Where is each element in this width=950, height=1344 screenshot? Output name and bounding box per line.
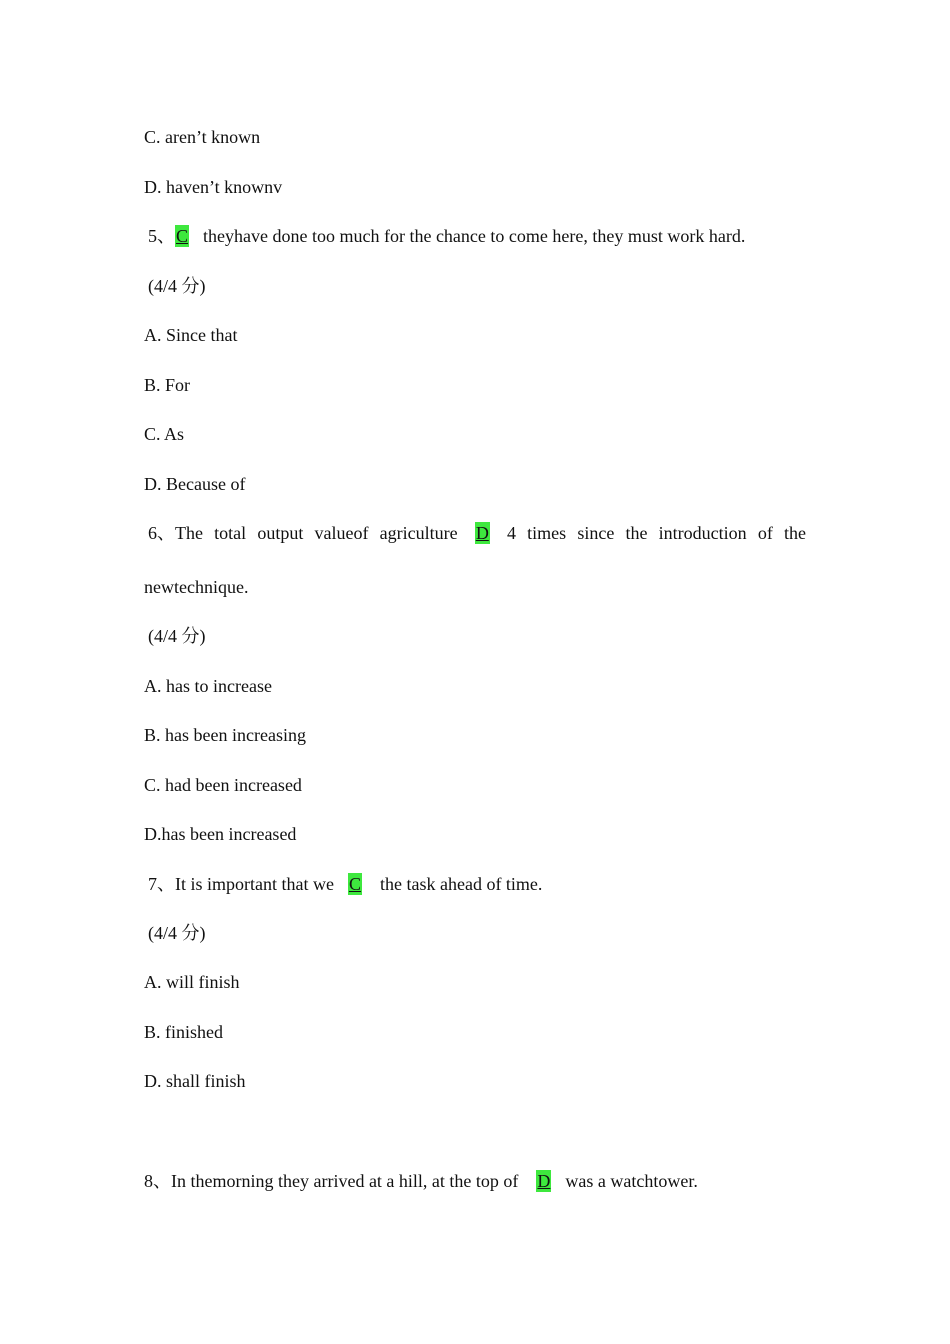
q6-word: agriculture	[379, 523, 458, 543]
q7-option-a: A. will finish	[144, 972, 240, 992]
q5-text: theyhave done too much for the chance to come here, they must work hard.	[203, 226, 746, 246]
q6-word: the	[784, 523, 806, 543]
q6-word: The	[175, 523, 203, 543]
q8-text-before: In themorning they arrived at a hill, at the top of	[171, 1171, 519, 1191]
q7-option-b: B. finished	[144, 1022, 223, 1042]
q6-option-c: C. had been increased	[144, 775, 302, 795]
q4-option-d: D. haven’t knownv	[144, 177, 283, 197]
q6-word: of	[757, 523, 773, 543]
q6-word: valueof	[314, 523, 369, 543]
q4-option-c: C. aren’t known	[144, 127, 261, 147]
q6-question	[148, 522, 806, 544]
q6-number: 6、	[148, 523, 175, 543]
q7-option-d: D. shall finish	[144, 1071, 246, 1091]
q6-word: since	[577, 523, 615, 543]
q6-option-b: B. has been increasing	[144, 725, 306, 745]
q6-word: times	[527, 523, 567, 543]
q5-option-a: A. Since that	[144, 325, 238, 345]
q7-answer: C	[348, 874, 361, 894]
q6-continuation: newtechnique.	[144, 577, 249, 597]
q7-number: 7、	[148, 874, 175, 894]
q6-number-and-first-word	[148, 522, 203, 544]
q7-text-before: It is important that we	[175, 874, 334, 894]
q5-answer: C	[176, 226, 189, 246]
q8-text-after: was a watchtower.	[565, 1171, 698, 1191]
q8-answer: D	[537, 1171, 551, 1191]
q6-word: introduction	[658, 523, 747, 543]
q6-option-d: D.has been increased	[144, 824, 297, 844]
q5-option-d: D. Because of	[144, 474, 246, 494]
q6-option-a: A. has to increase	[144, 676, 272, 696]
q7-question	[148, 873, 542, 895]
q6-word: output	[257, 523, 304, 543]
q6-score: (4/4 分)	[148, 626, 206, 646]
q7-score: (4/4 分)	[148, 923, 206, 943]
q5-number: 5、	[148, 226, 175, 246]
q6-word: 4	[506, 523, 516, 543]
q6-answer-wrap	[469, 522, 496, 544]
q5-option-b: B. For	[144, 375, 191, 395]
q7-text-after: the task ahead of time.	[379, 874, 543, 894]
q5-option-c: C. As	[144, 424, 185, 444]
q5-score: (4/4 分)	[148, 276, 206, 296]
q8-question	[144, 1170, 698, 1192]
q6-word: the	[625, 523, 648, 543]
q8-number: 8、	[144, 1171, 171, 1191]
q5-question	[148, 225, 745, 247]
q6-word: total	[214, 523, 247, 543]
q6-answer: D	[475, 523, 489, 543]
